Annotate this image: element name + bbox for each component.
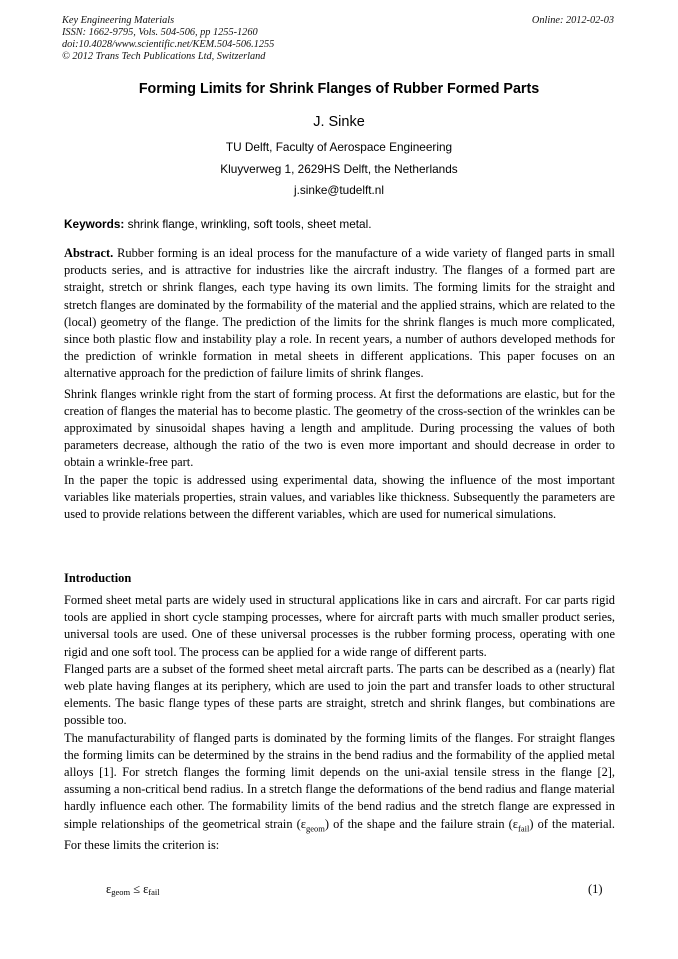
journal-header [62,15,274,63]
affiliation-line-2: Kluyverweg 1, 2629HS Delft, the Netherlands [220,162,458,176]
equation-number: (1) [588,882,603,896]
intro-paragraph-2: Flanged parts are a subset of the formed sheet metal aircraft parts. The parts can be described as a (nearly) flat web plate having flanges at its periphery, which are used to join the part and transfer loads to other structural elements. The basic flange types of these parts are straight, stretch and shrink flanges, but combinations are possible too. [64,661,615,728]
intro-text-c: ) of the material. For these limits the criterion is: [64,816,615,853]
intro-paragraph-1: Formed sheet metal parts are widely used in structural applications like in cars and aircraft. For car parts rigid tools are applied in short cycle stamping processes, where for aircraft parts with much smaller product series, universal tools are used. One of these universal processes is the rubber forming process, operating with one rigid and one soft tool. The process can be applied for a wide range of different parts. [64,593,615,659]
abstract-paragraph-3: In the paper the topic is addressed using experimental data, showing the influence of the most important variables like materials properties, strain values, and variables like thickness. Subsequently the parameters are used to provide relations between the different variables, which are used for numerical simulations. [64,472,615,522]
keywords-label: Keywords: [64,217,125,231]
keywords [64,217,624,231]
abstract-paragraph-1 [64,245,615,383]
section-heading-introduction: Introduction [64,571,132,585]
intro-text-b: ) of the shape and the failure strain ( [324,816,513,831]
author-name: J. Sinke [313,114,365,130]
copyright-line: © 2012 Trans Tech Publications Ltd, Switzerland [62,51,266,62]
abstract-label: Abstract. [64,246,114,260]
equation-1 [106,882,160,897]
eq-lhs: ε [106,882,112,896]
author-email: j.sinke@tudelft.nl [293,183,384,197]
abstract-paragraph-2: Shrink flanges wrinkle right from the start of forming process. At first the deformations are elastic, but for the creation of flanges the material has to become plastic. The geometry of the cross-section of the wrinkles can be approximated by sinusoidal shapes having a length and amplitude. During processing the values of both parameters decrease, although the ratio of the two is even more important and should decrease in order to obtain a wrinkle-free part. [64,386,615,470]
eq-lhs-sub: geom [111,887,131,897]
doi-line: doi:10.4028/www.scientific.net/KEM.504-506.1255 [62,39,275,50]
eq-rhs-sub: fail [148,887,160,897]
intro-paragraph-3 [64,730,615,855]
paper-title: Forming Limits for Shrink Flanges of Rubber Formed Parts [138,81,540,97]
fail-subscript: fail [517,823,530,834]
abstract [64,245,615,523]
eq-operator: ≤ [130,882,144,896]
issn-line: ISSN: 1662-9795, Vols. 504-506, pp 1255-1260 [62,27,258,38]
affiliation-line-1: TU Delft, Faculty of Aerospace Engineering [225,140,453,154]
eps-symbol: ε [300,816,306,831]
abstract-text-1: Rubber forming is an ideal process for the manufacture of a wide variety of flanged parts in small products series, and is attractive for industries like the aircraft industry. The flanges of a formed part are straight, stretch or shrink flanges, each type having its own limits. The forming limits for the straight and stretch flanges are dominated by the formability of the material and the applied strains, which are related to the (local) geometry of the flange. The prediction of the limits for the shrink flanges is much more complicated, since both plastic flow and instability play a role. In recent years, a number of authors developed methods for the prediction of wrinkle formation in metal sheets in different applications. This paper focuses on an alternative approach for the prediction of failure limits of shrink flanges. [64,246,615,381]
online-date: Online: 2012-02-03 [531,15,614,26]
eq-rhs: ε [143,882,149,896]
geom-subscript: geom [305,823,325,834]
eps-symbol: ε [512,816,518,831]
intro-text-a: The manufacturability of flanged parts is dominated by the forming limits of the flanges. For straight flanges the forming limits can be determined by the strains in the bend radius and the formability of the applied metal alloys [1]. For stretch flanges the forming limit depends on the uni-axial tensile stress in the flange [2], assuming a non-critical bend radius. In a stretch flange the deformations of the bend radius and flange material hardly influence each other. The formability limits of the bend radius and the stretch flange are expressed in simple relationships of the geometrical strain ( [64,730,615,831]
introduction-body [64,592,615,855]
journal-name: Key Engineering Materials [62,15,175,26]
keywords-text: shrink flange, wrinkling, soft tools, sheet metal. [127,217,372,231]
